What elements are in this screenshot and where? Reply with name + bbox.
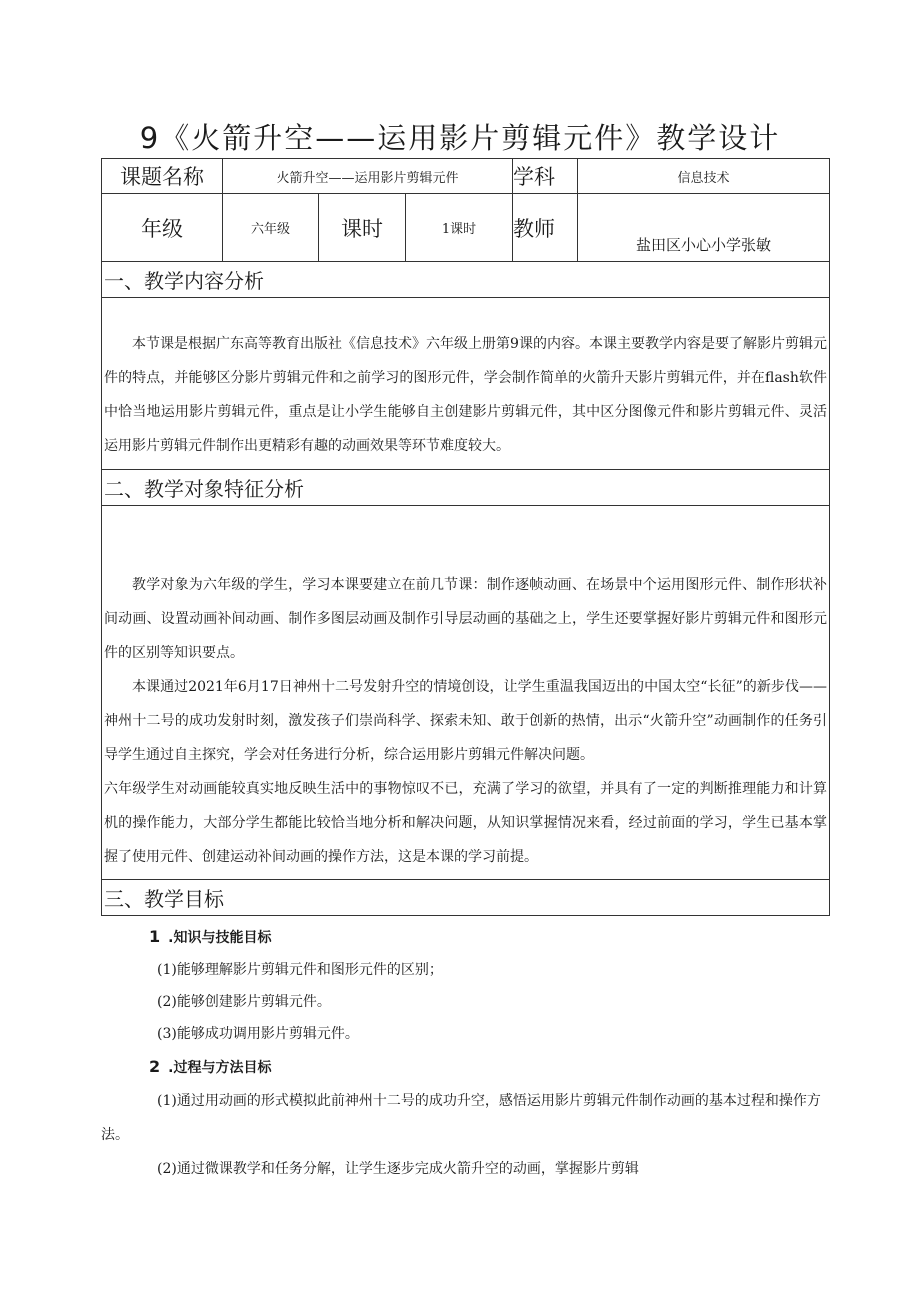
learner-analysis-paragraph-1: 教学对象为六年级的学生，学习本课要建立在前几节课：制作逐帧动画、在场景中个运用图形元件、制作形状补间动画、设置动画补间动画、制作多图层动画及制作引导层动画的基础之上，学生还要掌握好影片剪辑元件和图形元件的区别等知识要点。	[104, 576, 828, 661]
objectives-content	[101, 920, 829, 1186]
goal-1-item: (3)能够成功调用影片剪辑元件。	[157, 1026, 359, 1042]
content-analysis-paragraph: 本节课是根据广东高等教育出版社《信息技术》六年级上册第9课的内容。本课主要教学内容是要了解影片剪辑元件的特点，并能够区分影片剪辑元件和之前学习的图形元件，学会制作简单的火箭升天影片剪辑元件，并在flash软件中恰当地运用影片剪辑元件，重点是让小学生能够自主创建影片剪辑元件，其中区分图像元件和影片剪辑元件、灵活运用影片剪辑元件制作出更精彩有趣的动画效果等环节难度较大。	[104, 335, 828, 454]
learner-analysis-paragraph-3: 六年级学生对动画能较真实地反映生活中的事物惊叹不已，充满了学习的欲望，并具有了一定的判断推理能力和计算机的操作能力，大部分学生都能比较恰当地分析和解决问题，从知识掌握情况来看，经过前面的学习，学生已基本掌握了使用元件、创建运动补间动画的操作方法，这是本课的学习前提。	[104, 780, 828, 865]
learner-analysis-paragraph-2: 本课通过2021年6月17日神州十二号发射升空的情境创设，让学生重温我国迈出的中国太空“长征”的新步伐——神州十二号的成功发射时刻，激发孩子们崇尚科学、探索未知、敢于创新的热情，出示“火箭升空”动画制作的任务引导学生通过自主探究，学会对任务进行分析，综合运用影片剪辑元件解决问题。	[104, 678, 828, 763]
subject-value: 信息技术	[578, 159, 830, 194]
content-analysis-body	[102, 298, 830, 470]
section-learner-analysis-heading: 二、教学对象特征分析	[102, 470, 830, 506]
period-value: 1课时	[406, 194, 513, 262]
teacher-label: 教师	[513, 194, 578, 262]
goal-2-heading: 2 .过程与方法目标	[149, 1057, 272, 1076]
lesson-info-table	[101, 158, 830, 916]
grade-value: 六年级	[223, 194, 319, 262]
topic-value: 火箭升空——运用影片剪辑元件	[223, 159, 513, 194]
goal-2-item: (2)通过微课教学和任务分解，让学生逐步完成火箭升空的动画，掌握影片剪辑	[157, 1161, 639, 1177]
topic-label: 课题名称	[102, 159, 223, 194]
goal-1-item: (1)能够理解影片剪辑元件和图形元件的区别；	[157, 962, 443, 978]
section-content-analysis-heading: 一、教学内容分析	[102, 262, 830, 298]
goal-1-heading: 1 .知识与技能目标	[149, 927, 272, 946]
grade-label: 年级	[102, 194, 223, 262]
period-label: 课时	[319, 194, 406, 262]
teacher-value: 盐田区小心小学张敏	[578, 194, 830, 262]
goal-2-item: (1)通过用动画的形式模拟此前神州十二号的成功升空，感悟运用影片剪辑元件制作动画的基本过程和操作方法。	[101, 1093, 821, 1143]
learner-analysis-body	[102, 506, 830, 880]
section-objectives-heading: 三、教学目标	[102, 880, 830, 916]
subject-label: 学科	[513, 159, 578, 194]
document-title: 9《火箭升空——运用影片剪辑元件》教学设计	[139, 121, 781, 155]
goal-1-item: (2)能够创建影片剪辑元件。	[157, 994, 331, 1010]
